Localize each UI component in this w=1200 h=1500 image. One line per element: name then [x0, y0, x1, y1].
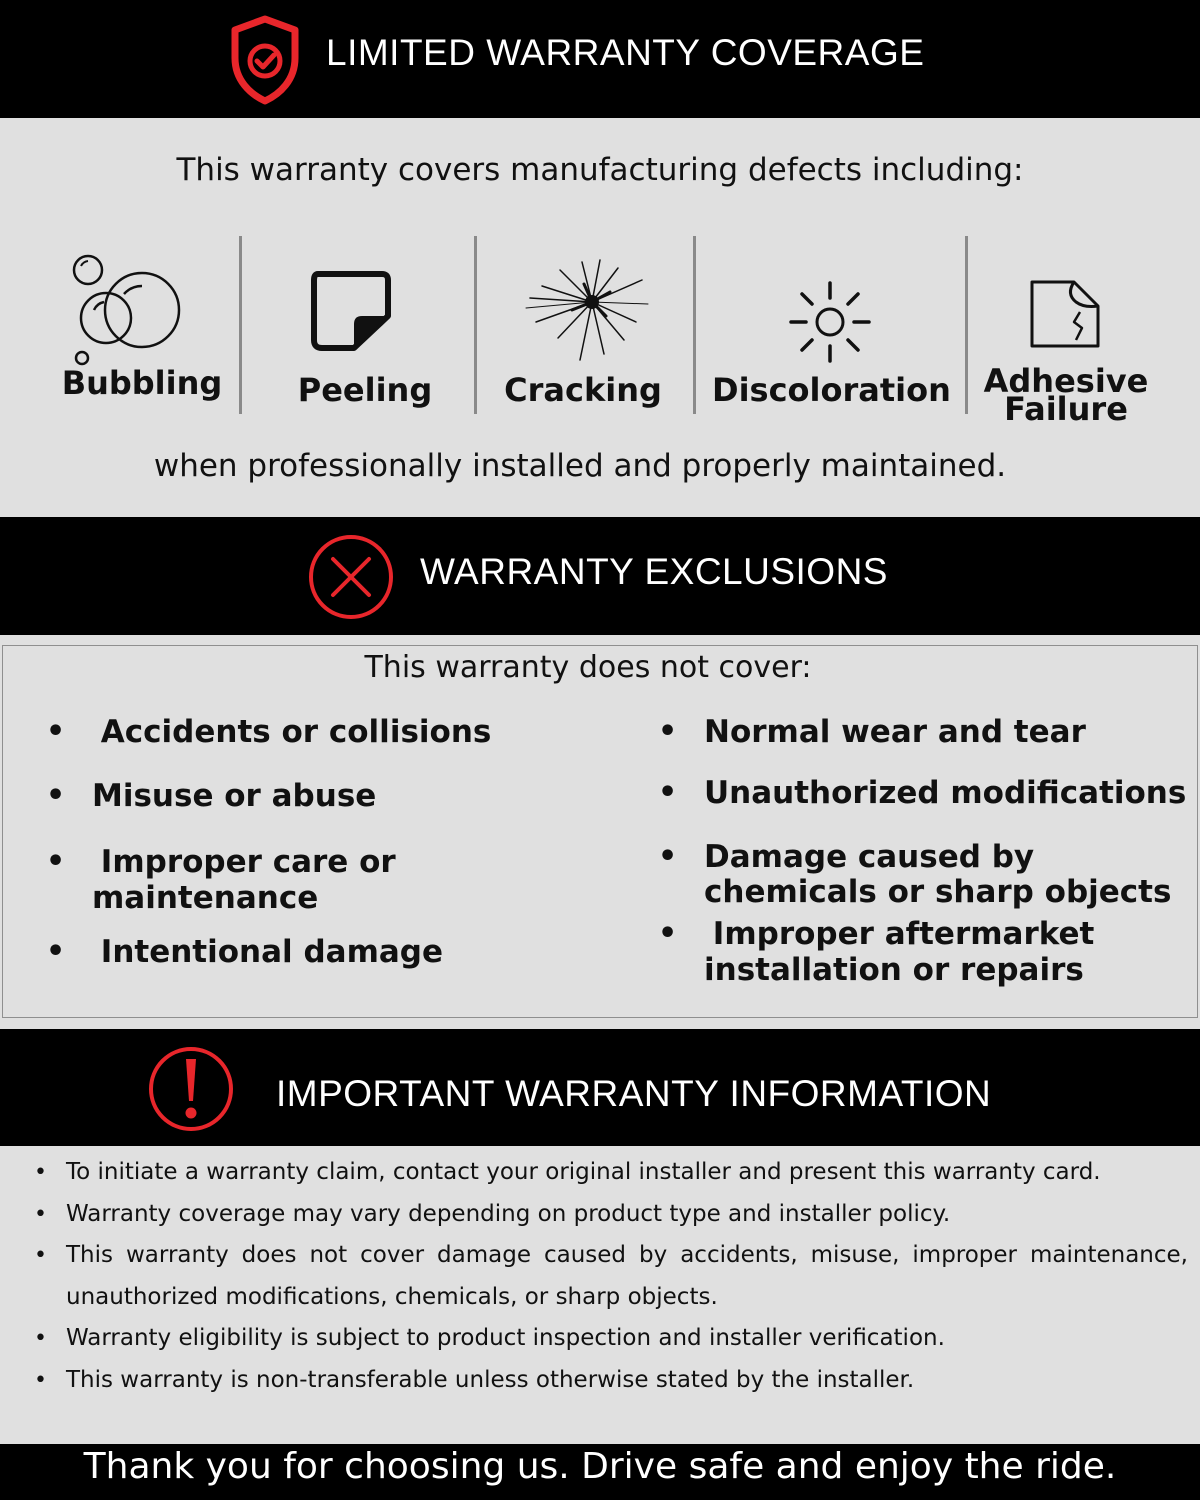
divider [474, 236, 477, 414]
divider [239, 236, 242, 414]
exclusions-header [0, 517, 1200, 635]
info-header [0, 1029, 1200, 1146]
exclusion-item: Improper aftermarket [702, 916, 1095, 952]
bullet: • [658, 839, 678, 874]
exclusion-item: Accidents or collisions [90, 714, 492, 750]
info-item: • Warranty coverage may vary depending on product type and installer policy. [30, 1194, 1188, 1236]
exclusions-title: WARRANTY EXCLUSIONS [420, 551, 888, 592]
info-item: • This warranty is non-transferable unless otherwise stated by the installer. [30, 1360, 1188, 1402]
sun-icon [788, 280, 872, 364]
coverage-header [0, 0, 1200, 118]
info-item: • To initiate a warranty claim, contact your original installer and present this warranty card. [30, 1152, 1188, 1194]
defect-label-line: Adhesive [983, 362, 1149, 400]
defect-label-line: Failure [1004, 390, 1128, 428]
peeling-corner-icon [308, 266, 396, 354]
shield-check-icon [228, 14, 302, 106]
bullet: • [46, 714, 66, 749]
coverage-outro: when professionally installed and properly maintained. [153, 448, 1007, 484]
coverage-intro: This warranty covers manufacturing defects including: [176, 152, 1024, 188]
bullet: • [46, 844, 66, 879]
exclamation-circle-icon [146, 1045, 236, 1133]
info-item: • Warranty eligibility is subject to product inspection and installer verification. [30, 1318, 1188, 1360]
coverage-title: LIMITED WARRANTY COVERAGE [326, 32, 925, 73]
bullet: • [658, 775, 678, 810]
defect-label-peeling: Peeling [297, 371, 433, 409]
bubbles-icon [66, 250, 186, 370]
bullet: • [658, 916, 678, 951]
bullet: • [658, 714, 678, 749]
exclusion-item: Unauthorized modifications [704, 775, 1187, 811]
defect-label-cracking: Cracking [504, 371, 662, 409]
info-list [30, 1152, 1188, 1401]
torn-document-icon [1028, 278, 1102, 350]
exclusion-item: maintenance [92, 880, 319, 916]
exclusion-item: Normal wear and tear [704, 714, 1086, 750]
crack-burst-icon [520, 258, 650, 364]
footer-message: Thank you for choosing us. Drive safe and enjoy the ride. [83, 1446, 1117, 1487]
exclusion-item: chemicals or sharp objects [704, 874, 1172, 910]
defect-label-discoloration: Discoloration [712, 371, 951, 409]
exclusion-item: Misuse or abuse [92, 778, 377, 814]
defect-label-adhesive-failure [978, 362, 1154, 428]
exclusion-item: Improper care or [90, 844, 396, 880]
bullet: • [46, 934, 66, 969]
exclusion-item: installation or repairs [704, 952, 1084, 988]
x-circle-icon [306, 532, 396, 622]
info-item: • This warranty does not cover damage caused by accidents, misuse, improper maintenance, unauthorized modifications, chemicals, or sharp objects. [30, 1235, 1188, 1318]
info-title: IMPORTANT WARRANTY INFORMATION [276, 1073, 992, 1114]
divider [965, 236, 968, 414]
divider [693, 236, 696, 414]
defect-label-bubbling: Bubbling [61, 364, 223, 402]
exclusion-item: Intentional damage [90, 934, 444, 970]
exclusion-item: Damage caused by [704, 839, 1035, 875]
bullet: • [46, 778, 66, 813]
exclusions-intro: This warranty does not cover: [364, 650, 812, 685]
